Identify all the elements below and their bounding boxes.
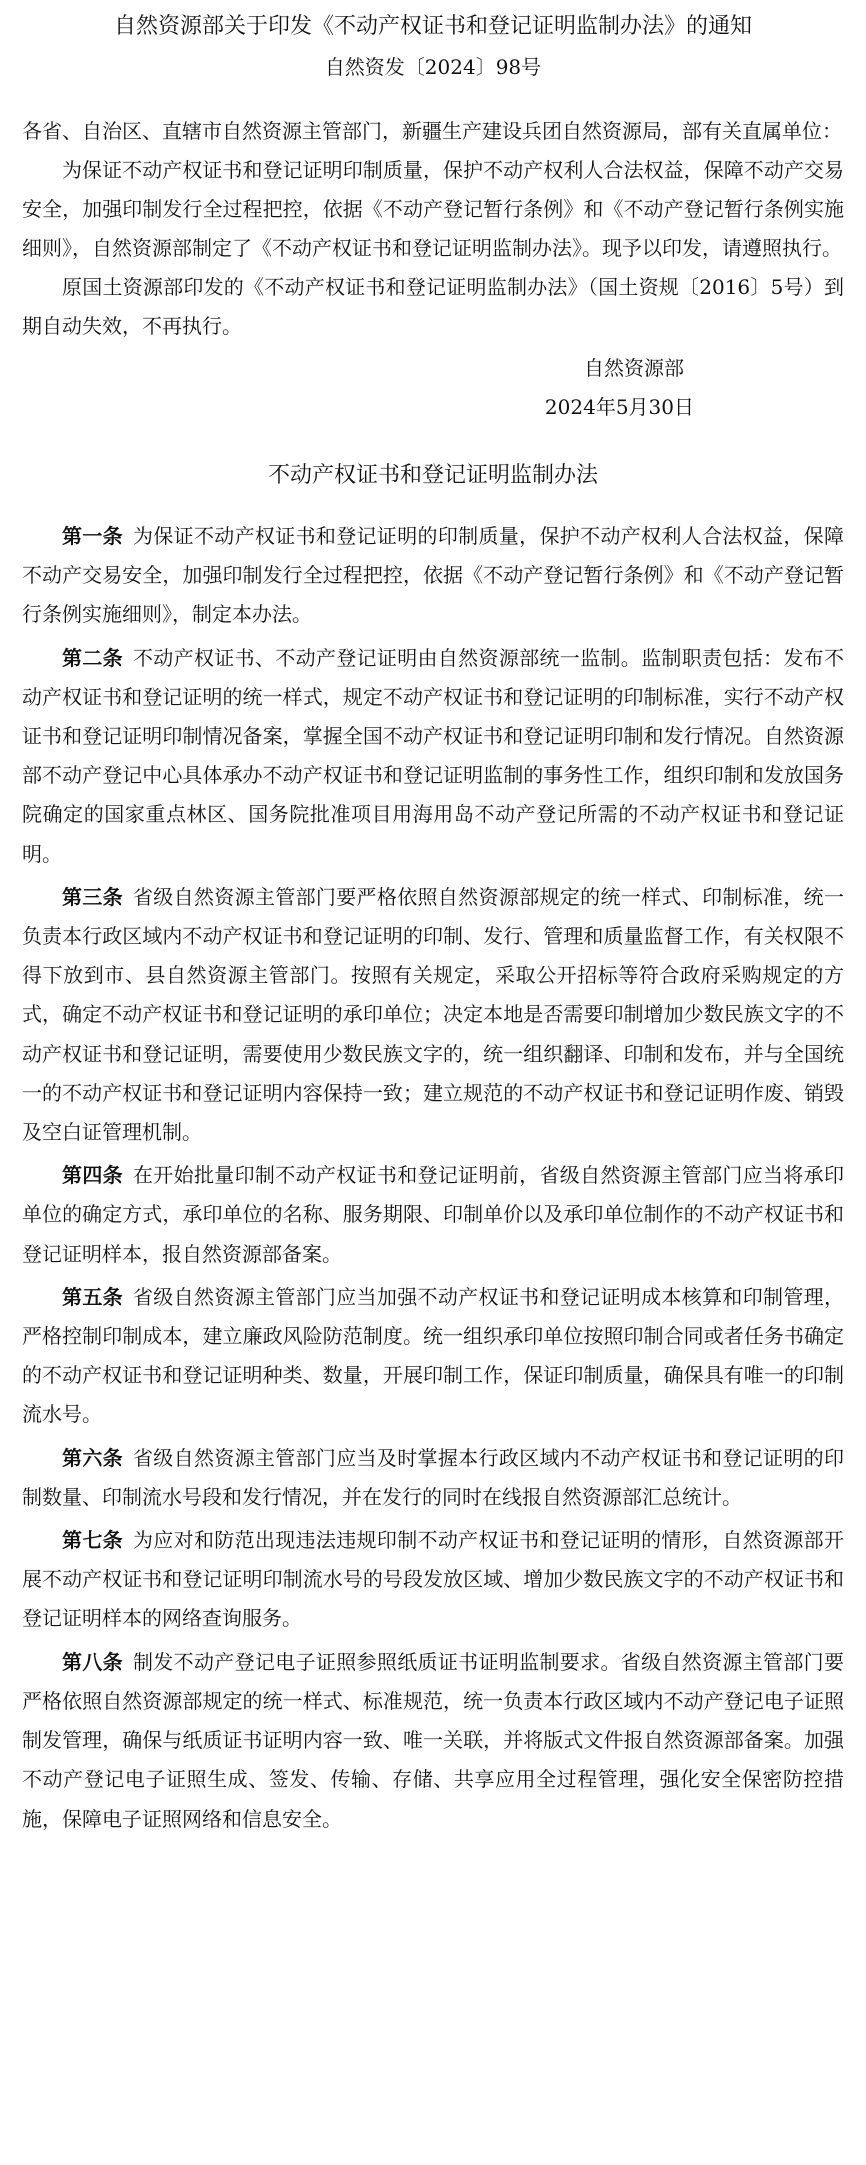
article-text: 为应对和防范出现违法违规印制不动产权证书和登记证明的情形，自然资源部开展不动产权证书和登记证明印制流水号的号段发放区域、增加少数民族文字的不动产权证书和登记证明样本的网络查询服务。 [22, 1528, 845, 1631]
notice-paragraph: 为保证不动产权证书和登记证明印制质量，保护不动产权利人合法权益，保障不动产交易安全，加强印制发行全过程把控，依据《不动产登记暂行条例》和《不动产登记暂行条例实施细则》，自然资源部制定了《不动产权证书和登记证明监制办法》。现予以印发，请遵照执行。 [22, 158, 844, 260]
notice-addressee: 各省、自治区、直辖市自然资源主管部门，新疆生产建设兵团自然资源局，部有关直属单位： [22, 119, 842, 143]
measures-title: 不动产权证书和登记证明监制办法 [267, 463, 598, 488]
article-label: 第八条 [62, 1649, 123, 1674]
article-text: 省级自然资源主管部门应当加强不动产权证书和登记证明成本核算和印制管理，严格控制印制成本，建立廉政风险防范制度。统一组织承印单位按照印制合同或者任务书确定的不动产权证书和登记证明种类、数量，开展印制工作，保证印制质量，确保具有唯一的印制流水号。 [22, 1284, 845, 1427]
article-8 [22, 1643, 844, 1839]
notice-signature [22, 349, 844, 427]
article-6 [22, 1439, 844, 1517]
article-text: 省级自然资源主管部门要严格依照自然资源部规定的统一样式、印制标准，统一负责本行政区域内不动产权证书和登记证明的印制、发行、管理和质量监督工作，有关权限不得下放到市、县自然资源主管部门。按照有关规定，采取公开招标等符合政府采购规定的方式，确定不动产权证书和登记证明的承印单位；决定本地是否需要印制增加少数民族文字的不动产权证书和登记证明，需要使用少数民族文字的，统一组织翻译、印制和发布，并与全国统一的不动产权证书和登记证明内容保持一致；建立规范的不动产权证书和登记证明作废、销毁及空白证管理机制。 [22, 884, 845, 1145]
article-label: 第三条 [62, 884, 123, 909]
article-text: 为保证不动产权证书和登记证明的印制质量，保护不动产权利人合法权益，保障不动产交易安全，加强印制发行全过程把控，依据《不动产登记暂行条例》和《不动产登记暂行条例实施细则》，制定本办法。 [22, 524, 845, 627]
notice-title: 自然资源部关于印发《不动产权证书和登记证明监制办法》的通知 [113, 14, 752, 39]
signature-date: 2024年5月30日 [544, 395, 694, 419]
article-label: 第四条 [62, 1163, 123, 1188]
article-text: 制发不动产登记电子证照参照纸质证书证明监制要求。省级自然资源主管部门要严格依照自然资源部规定的统一样式、标准规范，统一负责本行政区域内不动产登记电子证照制发管理，确保与纸质证书证明内容一致、唯一关联，并将版式文件报自然资源部备案。加强不动产登记电子证照生成、签发、传输、存储、共享应用全过程管理，强化安全保密防控措施，保障电子证照网络和信息安全。 [22, 1649, 845, 1831]
document-number: 自然资发〔2024〕98号 [324, 55, 542, 79]
signature-issuer: 自然资源部 [584, 356, 684, 380]
article-text: 省级自然资源主管部门应当及时掌握本行政区域内不动产权证书和登记证明的印制数量、印制流水号段和发行情况，并在发行的同时在线报自然资源部汇总统计。 [22, 1445, 845, 1509]
article-label: 第五条 [62, 1284, 123, 1309]
article-label: 第二条 [62, 645, 123, 670]
notice-paragraph: 原国土资源部印发的《不动产权证书和登记证明监制办法》（国土资规〔2016〕5号）到期自动失效，不再执行。 [22, 275, 844, 338]
article-label: 第七条 [62, 1528, 123, 1553]
article-text: 不动产权证书、不动产登记证明由自然资源部统一监制。监制职责包括：发布不动产权证书和登记证明的统一样式，规定不动产权证书和登记证明的印制标准，实行不动产权证书和登记证明印制情况备案，掌握全国不动产权证书和登记证明印制和发行情况。自然资源部不动产登记中心具体承办不动产权证书和登记证明监制的事务性工作，组织印制和发放国务院确定的国家重点林区、国务院批准项目用海用岛不动产登记所需的不动产权证书和登记证明。 [22, 645, 845, 866]
article-1 [22, 517, 844, 635]
article-2 [22, 639, 844, 874]
article-7 [22, 1521, 844, 1639]
article-4 [22, 1156, 844, 1274]
measures-articles [22, 517, 844, 1839]
article-label: 第一条 [62, 524, 123, 548]
article-text: 在开始批量印制不动产权证书和登记证明前，省级自然资源主管部门应当将承印单位的确定方式，承印单位的名称、服务期限、印制单价以及承印单位制作的不动产权证书和登记证明样本，报自然资源部备案。 [22, 1163, 845, 1266]
article-3 [22, 878, 844, 1152]
notice-body [22, 112, 844, 346]
article-label: 第六条 [62, 1445, 123, 1470]
article-5 [22, 1278, 844, 1435]
